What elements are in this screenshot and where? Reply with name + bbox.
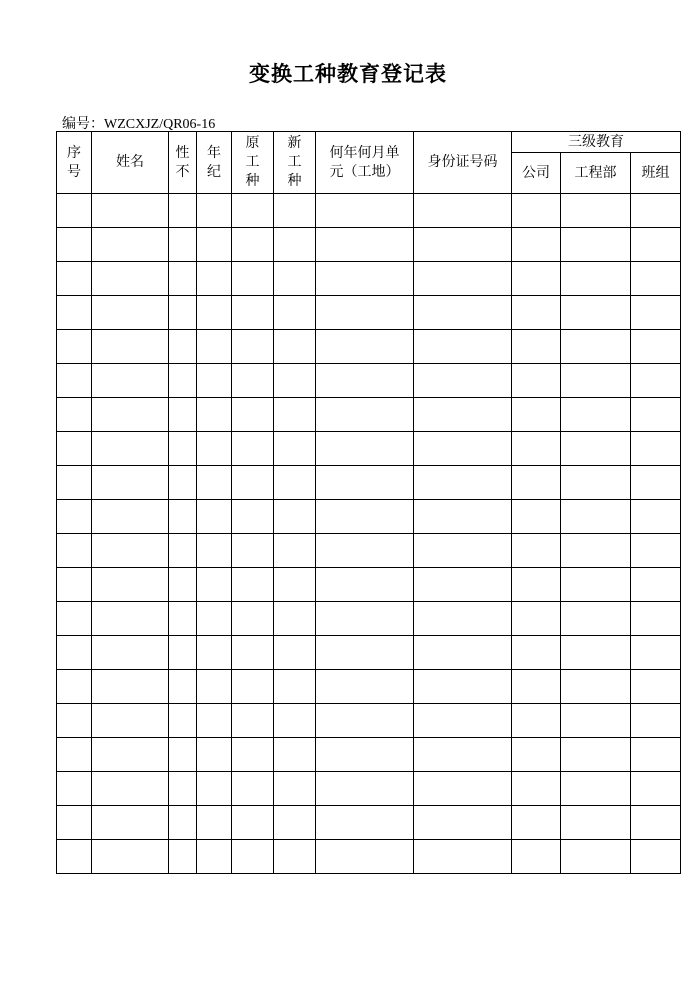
cell-new-trade[interactable] [274, 296, 316, 330]
header-original-trade: 原 工 种 [232, 132, 274, 194]
cell-project-dept[interactable] [561, 772, 631, 806]
cell-id-number[interactable] [414, 262, 512, 296]
cell-id-number[interactable] [414, 602, 512, 636]
cell-id-number[interactable] [414, 806, 512, 840]
cell-company[interactable] [512, 568, 561, 602]
cell-original-trade[interactable] [232, 772, 274, 806]
cell-when-unit[interactable] [316, 602, 414, 636]
cell-company[interactable] [512, 534, 561, 568]
cell-when-unit[interactable] [316, 568, 414, 602]
cell-gender[interactable] [169, 228, 197, 262]
cell-gender[interactable] [169, 364, 197, 398]
cell-original-trade[interactable] [232, 602, 274, 636]
cell-when-unit[interactable] [316, 330, 414, 364]
cell-gender[interactable] [169, 806, 197, 840]
cell-seq[interactable] [57, 670, 92, 704]
cell-project-dept[interactable] [561, 194, 631, 228]
cell-age[interactable] [197, 432, 232, 466]
cell-new-trade[interactable] [274, 602, 316, 636]
cell-new-trade[interactable] [274, 568, 316, 602]
cell-seq[interactable] [57, 534, 92, 568]
header-name: 姓名 [92, 132, 169, 194]
cell-new-trade[interactable] [274, 806, 316, 840]
cell-name[interactable] [92, 228, 169, 262]
cell-new-trade[interactable] [274, 194, 316, 228]
cell-age[interactable] [197, 262, 232, 296]
cell-gender[interactable] [169, 670, 197, 704]
cell-name[interactable] [92, 534, 169, 568]
cell-name[interactable] [92, 840, 169, 874]
cell-age[interactable] [197, 398, 232, 432]
cell-when-unit[interactable] [316, 704, 414, 738]
cell-age[interactable] [197, 806, 232, 840]
cell-gender[interactable] [169, 738, 197, 772]
cell-team[interactable] [631, 840, 681, 874]
table-row [57, 704, 681, 738]
table-row [57, 466, 681, 500]
table-row [57, 432, 681, 466]
cell-company[interactable] [512, 228, 561, 262]
cell-gender[interactable] [169, 466, 197, 500]
cell-age[interactable] [197, 772, 232, 806]
cell-new-trade[interactable] [274, 670, 316, 704]
cell-original-trade[interactable] [232, 296, 274, 330]
cell-new-trade[interactable] [274, 228, 316, 262]
cell-seq[interactable] [57, 738, 92, 772]
table-row [57, 738, 681, 772]
cell-project-dept[interactable] [561, 602, 631, 636]
cell-team[interactable] [631, 364, 681, 398]
cell-project-dept[interactable] [561, 738, 631, 772]
table-row [57, 806, 681, 840]
cell-id-number[interactable] [414, 296, 512, 330]
table-row [57, 228, 681, 262]
cell-original-trade[interactable] [232, 194, 274, 228]
cell-when-unit[interactable] [316, 364, 414, 398]
header-team: 班组 [631, 153, 681, 194]
cell-id-number[interactable] [414, 330, 512, 364]
cell-id-number[interactable] [414, 636, 512, 670]
cell-gender[interactable] [169, 568, 197, 602]
cell-name[interactable] [92, 602, 169, 636]
cell-company[interactable] [512, 772, 561, 806]
cell-company[interactable] [512, 704, 561, 738]
header-company: 公司 [512, 153, 561, 194]
cell-company[interactable] [512, 194, 561, 228]
cell-seq[interactable] [57, 840, 92, 874]
header-gender: 性 不 [169, 132, 197, 194]
cell-seq[interactable] [57, 262, 92, 296]
cell-seq[interactable] [57, 772, 92, 806]
cell-when-unit[interactable] [316, 432, 414, 466]
cell-name[interactable] [92, 364, 169, 398]
table-row [57, 772, 681, 806]
table-row [57, 568, 681, 602]
cell-when-unit[interactable] [316, 466, 414, 500]
cell-gender[interactable] [169, 398, 197, 432]
cell-gender[interactable] [169, 636, 197, 670]
cell-original-trade[interactable] [232, 704, 274, 738]
table-row [57, 636, 681, 670]
cell-age[interactable] [197, 228, 232, 262]
cell-age[interactable] [197, 636, 232, 670]
cell-age[interactable] [197, 466, 232, 500]
header-three-level-education: 三级教育 [512, 132, 681, 153]
cell-gender[interactable] [169, 602, 197, 636]
cell-id-number[interactable] [414, 432, 512, 466]
cell-new-trade[interactable] [274, 466, 316, 500]
cell-seq[interactable] [57, 806, 92, 840]
cell-new-trade[interactable] [274, 738, 316, 772]
cell-team[interactable] [631, 568, 681, 602]
cell-name[interactable] [92, 704, 169, 738]
table-row [57, 194, 681, 228]
cell-company[interactable] [512, 738, 561, 772]
cell-project-dept[interactable] [561, 636, 631, 670]
cell-original-trade[interactable] [232, 636, 274, 670]
cell-original-trade[interactable] [232, 500, 274, 534]
cell-team[interactable] [631, 296, 681, 330]
cell-when-unit[interactable] [316, 806, 414, 840]
cell-name[interactable] [92, 772, 169, 806]
cell-project-dept[interactable] [561, 296, 631, 330]
cell-project-dept[interactable] [561, 364, 631, 398]
table-row [57, 840, 681, 874]
cell-new-trade[interactable] [274, 398, 316, 432]
cell-seq[interactable] [57, 296, 92, 330]
cell-original-trade[interactable] [232, 466, 274, 500]
header-seq: 序 号 [57, 132, 92, 194]
cell-age[interactable] [197, 738, 232, 772]
cell-new-trade[interactable] [274, 500, 316, 534]
table-row [57, 364, 681, 398]
cell-team[interactable] [631, 738, 681, 772]
cell-project-dept[interactable] [561, 806, 631, 840]
header-new-trade: 新 工 种 [274, 132, 316, 194]
cell-project-dept[interactable] [561, 262, 631, 296]
cell-name[interactable] [92, 636, 169, 670]
cell-id-number[interactable] [414, 704, 512, 738]
cell-original-trade[interactable] [232, 738, 274, 772]
cell-team[interactable] [631, 194, 681, 228]
table-row [57, 262, 681, 296]
cell-project-dept[interactable] [561, 534, 631, 568]
header-when-unit: 何年何月单 元（工地） [316, 132, 414, 194]
cell-name[interactable] [92, 194, 169, 228]
cell-gender[interactable] [169, 704, 197, 738]
cell-new-trade[interactable] [274, 840, 316, 874]
cell-new-trade[interactable] [274, 364, 316, 398]
cell-id-number[interactable] [414, 228, 512, 262]
cell-team[interactable] [631, 228, 681, 262]
cell-project-dept[interactable] [561, 228, 631, 262]
cell-original-trade[interactable] [232, 398, 274, 432]
cell-when-unit[interactable] [316, 262, 414, 296]
cell-age[interactable] [197, 704, 232, 738]
cell-gender[interactable] [169, 296, 197, 330]
cell-when-unit[interactable] [316, 772, 414, 806]
cell-age[interactable] [197, 534, 232, 568]
cell-id-number[interactable] [414, 500, 512, 534]
registration-table [56, 131, 681, 874]
cell-team[interactable] [631, 432, 681, 466]
cell-company[interactable] [512, 432, 561, 466]
cell-name[interactable] [92, 432, 169, 466]
cell-project-dept[interactable] [561, 398, 631, 432]
cell-company[interactable] [512, 330, 561, 364]
cell-name[interactable] [92, 296, 169, 330]
table-row [57, 398, 681, 432]
cell-team[interactable] [631, 806, 681, 840]
cell-name[interactable] [92, 398, 169, 432]
cell-company[interactable] [512, 840, 561, 874]
cell-when-unit[interactable] [316, 670, 414, 704]
cell-team[interactable] [631, 704, 681, 738]
cell-gender[interactable] [169, 262, 197, 296]
table-row [57, 534, 681, 568]
cell-project-dept[interactable] [561, 432, 631, 466]
cell-original-trade[interactable] [232, 364, 274, 398]
cell-id-number[interactable] [414, 568, 512, 602]
cell-seq[interactable] [57, 568, 92, 602]
cell-when-unit[interactable] [316, 500, 414, 534]
cell-age[interactable] [197, 296, 232, 330]
table-row [57, 602, 681, 636]
table-body [57, 194, 681, 874]
cell-gender[interactable] [169, 194, 197, 228]
cell-id-number[interactable] [414, 738, 512, 772]
cell-when-unit[interactable] [316, 228, 414, 262]
cell-name[interactable] [92, 806, 169, 840]
cell-seq[interactable] [57, 432, 92, 466]
cell-company[interactable] [512, 500, 561, 534]
header-age: 年 纪 [197, 132, 232, 194]
cell-original-trade[interactable] [232, 840, 274, 874]
cell-original-trade[interactable] [232, 432, 274, 466]
cell-gender[interactable] [169, 840, 197, 874]
cell-original-trade[interactable] [232, 534, 274, 568]
cell-name[interactable] [92, 330, 169, 364]
cell-team[interactable] [631, 330, 681, 364]
cell-name[interactable] [92, 262, 169, 296]
cell-company[interactable] [512, 262, 561, 296]
cell-seq[interactable] [57, 636, 92, 670]
cell-team[interactable] [631, 398, 681, 432]
cell-age[interactable] [197, 568, 232, 602]
cell-seq[interactable] [57, 500, 92, 534]
cell-name[interactable] [92, 568, 169, 602]
cell-age[interactable] [197, 670, 232, 704]
cell-team[interactable] [631, 500, 681, 534]
cell-id-number[interactable] [414, 364, 512, 398]
cell-seq[interactable] [57, 466, 92, 500]
cell-team[interactable] [631, 670, 681, 704]
page-title: 变换工种教育登记表 [249, 61, 447, 86]
cell-new-trade[interactable] [274, 704, 316, 738]
cell-name[interactable] [92, 466, 169, 500]
cell-original-trade[interactable] [232, 568, 274, 602]
cell-when-unit[interactable] [316, 296, 414, 330]
cell-company[interactable] [512, 398, 561, 432]
cell-gender[interactable] [169, 772, 197, 806]
cell-new-trade[interactable] [274, 772, 316, 806]
cell-team[interactable] [631, 636, 681, 670]
cell-new-trade[interactable] [274, 534, 316, 568]
cell-original-trade[interactable] [232, 330, 274, 364]
cell-id-number[interactable] [414, 670, 512, 704]
cell-original-trade[interactable] [232, 228, 274, 262]
cell-age[interactable] [197, 840, 232, 874]
cell-seq[interactable] [57, 704, 92, 738]
cell-when-unit[interactable] [316, 840, 414, 874]
cell-seq[interactable] [57, 398, 92, 432]
cell-age[interactable] [197, 330, 232, 364]
cell-when-unit[interactable] [316, 738, 414, 772]
cell-project-dept[interactable] [561, 568, 631, 602]
table-row [57, 500, 681, 534]
header-project-dept: 工程部 [561, 153, 631, 194]
header-id-number: 身份证号码 [414, 132, 512, 194]
cell-id-number[interactable] [414, 194, 512, 228]
cell-id-number[interactable] [414, 840, 512, 874]
cell-team[interactable] [631, 466, 681, 500]
cell-name[interactable] [92, 738, 169, 772]
cell-seq[interactable] [57, 330, 92, 364]
cell-new-trade[interactable] [274, 432, 316, 466]
cell-age[interactable] [197, 500, 232, 534]
cell-company[interactable] [512, 602, 561, 636]
cell-company[interactable] [512, 670, 561, 704]
cell-id-number[interactable] [414, 466, 512, 500]
cell-when-unit[interactable] [316, 534, 414, 568]
cell-when-unit[interactable] [316, 194, 414, 228]
cell-id-number[interactable] [414, 534, 512, 568]
cell-when-unit[interactable] [316, 636, 414, 670]
cell-age[interactable] [197, 602, 232, 636]
cell-new-trade[interactable] [274, 636, 316, 670]
cell-project-dept[interactable] [561, 466, 631, 500]
cell-age[interactable] [197, 194, 232, 228]
cell-company[interactable] [512, 364, 561, 398]
cell-id-number[interactable] [414, 398, 512, 432]
cell-gender[interactable] [169, 534, 197, 568]
cell-original-trade[interactable] [232, 262, 274, 296]
cell-gender[interactable] [169, 330, 197, 364]
cell-id-number[interactable] [414, 772, 512, 806]
cell-seq[interactable] [57, 194, 92, 228]
cell-project-dept[interactable] [561, 704, 631, 738]
cell-project-dept[interactable] [561, 500, 631, 534]
cell-original-trade[interactable] [232, 806, 274, 840]
cell-seq[interactable] [57, 364, 92, 398]
cell-project-dept[interactable] [561, 840, 631, 874]
table-row [57, 330, 681, 364]
cell-team[interactable] [631, 534, 681, 568]
cell-seq[interactable] [57, 228, 92, 262]
cell-team[interactable] [631, 262, 681, 296]
cell-company[interactable] [512, 806, 561, 840]
cell-company[interactable] [512, 466, 561, 500]
cell-age[interactable] [197, 364, 232, 398]
table-row [57, 670, 681, 704]
cell-new-trade[interactable] [274, 262, 316, 296]
cell-seq[interactable] [57, 602, 92, 636]
cell-original-trade[interactable] [232, 670, 274, 704]
cell-team[interactable] [631, 772, 681, 806]
document-number: 编号：WZCXJZ/QR06-16 [62, 117, 216, 132]
cell-project-dept[interactable] [561, 330, 631, 364]
cell-when-unit[interactable] [316, 398, 414, 432]
cell-team[interactable] [631, 602, 681, 636]
cell-company[interactable] [512, 296, 561, 330]
cell-new-trade[interactable] [274, 330, 316, 364]
cell-company[interactable] [512, 636, 561, 670]
cell-gender[interactable] [169, 500, 197, 534]
cell-name[interactable] [92, 670, 169, 704]
cell-name[interactable] [92, 500, 169, 534]
cell-project-dept[interactable] [561, 670, 631, 704]
cell-gender[interactable] [169, 432, 197, 466]
table-row [57, 296, 681, 330]
